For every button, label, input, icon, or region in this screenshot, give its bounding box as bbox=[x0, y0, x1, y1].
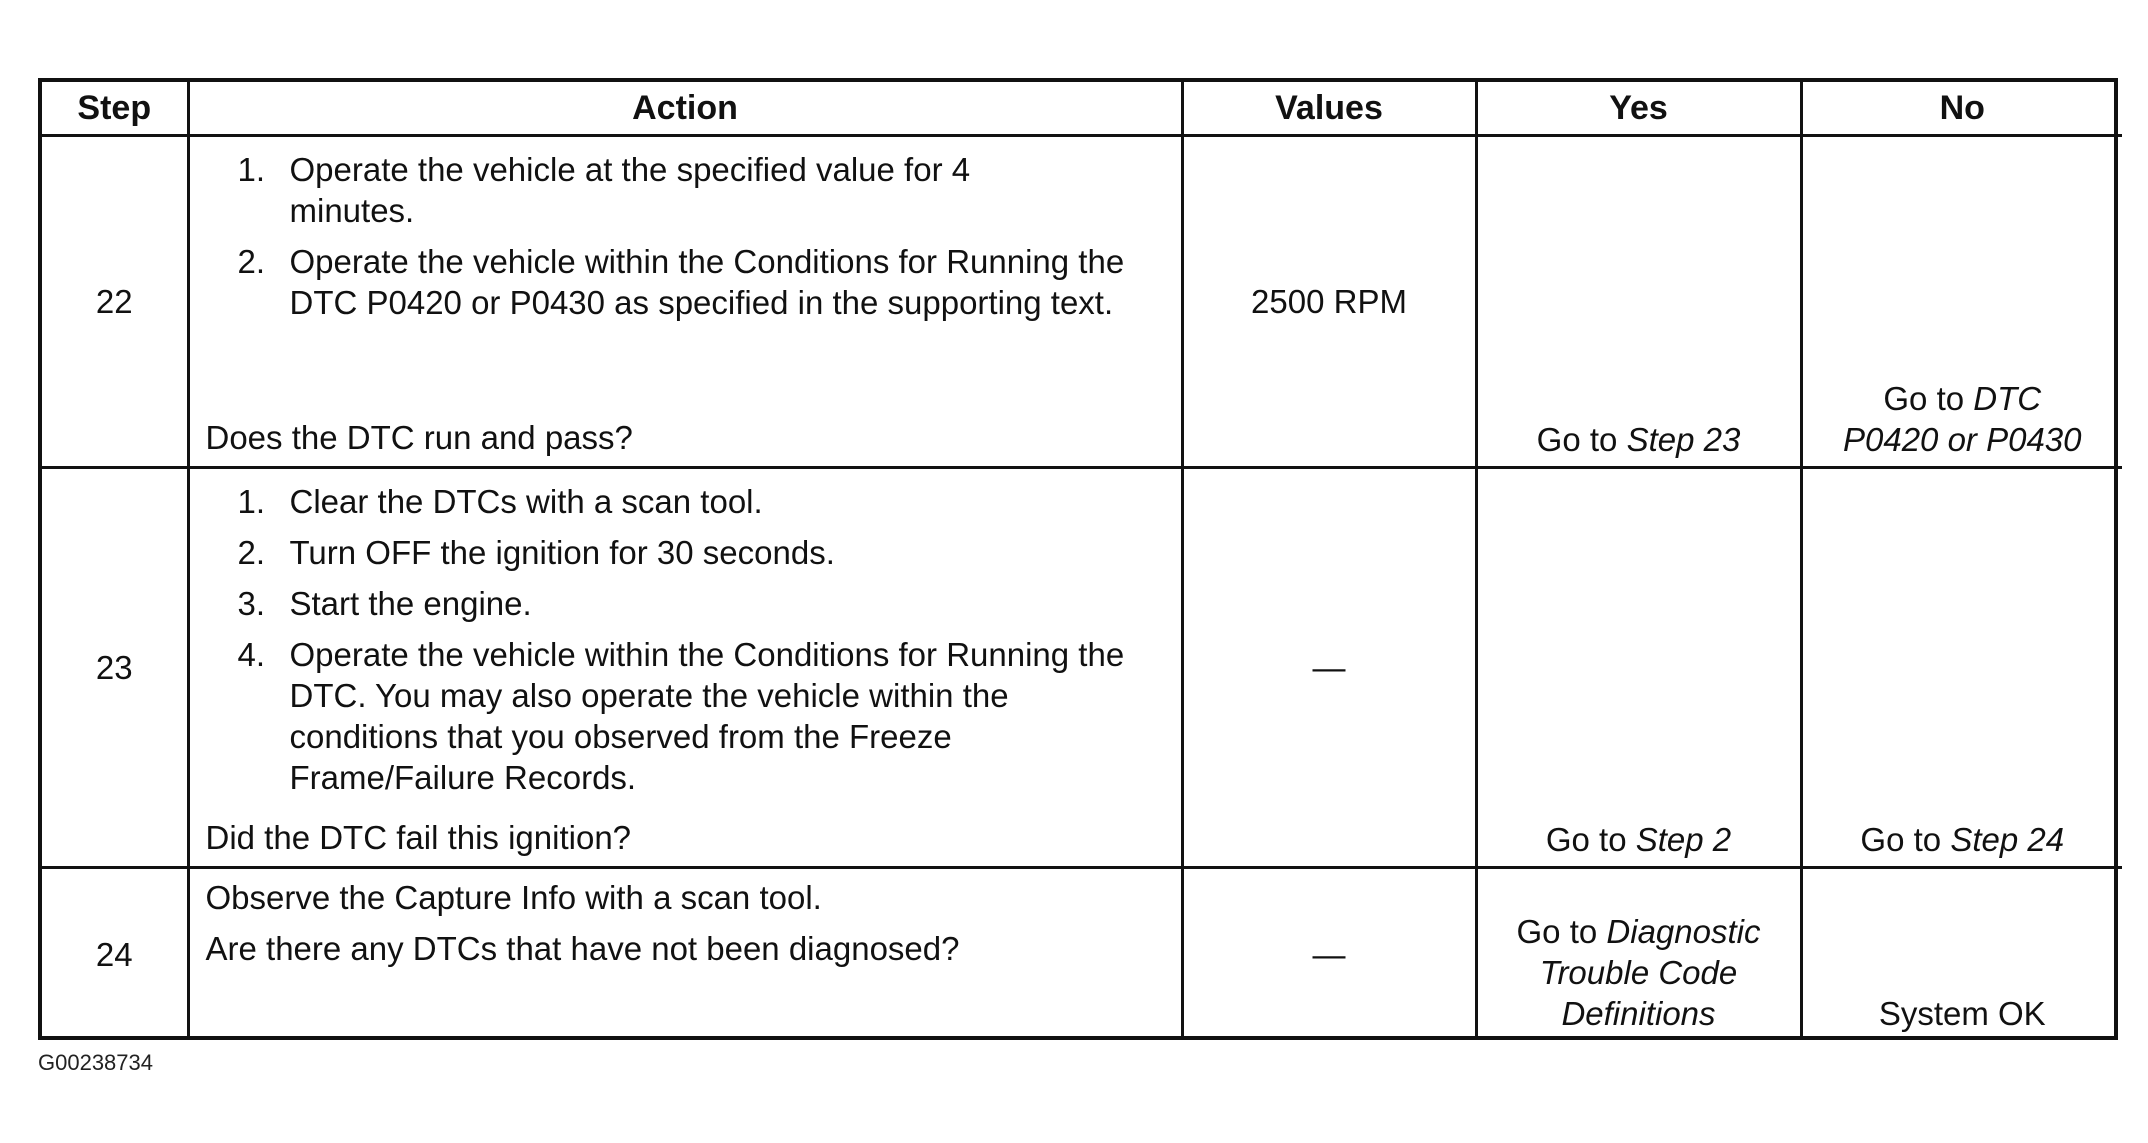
header-step: Step bbox=[42, 82, 188, 136]
action-cell bbox=[188, 868, 1182, 1040]
step-item-text: Operate the vehicle within the Conditions for Running the DTC. You may also operate the vehicle within the conditions that you observed from the Freeze Frame/Failure Records. bbox=[289, 636, 1125, 796]
figure-id: G00238734 bbox=[38, 1050, 153, 1075]
values-cell: — bbox=[1182, 868, 1476, 1040]
diagnostic-table-frame bbox=[38, 78, 2118, 1040]
yes-prefix: Go to bbox=[1516, 912, 1598, 950]
no-prefix: Go to bbox=[1883, 380, 1965, 417]
yes-prefix: Go to bbox=[1536, 421, 1618, 458]
no-cell bbox=[1801, 468, 2122, 868]
header-row bbox=[42, 82, 2122, 136]
list-item bbox=[206, 634, 1165, 798]
action-cell bbox=[188, 136, 1182, 468]
no-reference: DTC bbox=[1973, 380, 2042, 417]
list-item bbox=[206, 583, 1165, 624]
yes-cell bbox=[1476, 468, 1801, 868]
action-question: Does the DTC run and pass? bbox=[205, 419, 633, 456]
action-question: Are there any DTCs that have not been diagnosed? bbox=[205, 930, 960, 967]
no-reference: Step 24 bbox=[1950, 821, 2065, 858]
values-cell: 2500 RPM bbox=[1182, 136, 1476, 468]
step-item-text: Start the engine. bbox=[289, 585, 532, 622]
no-reference-cont: P0420 or P0430 bbox=[1842, 421, 2082, 458]
table-row bbox=[42, 136, 2122, 468]
header-yes: Yes bbox=[1476, 82, 1801, 136]
header-action: Action bbox=[188, 82, 1182, 136]
yes-reference-cont: Trouble Code bbox=[1539, 953, 1738, 991]
list-item bbox=[206, 241, 1165, 323]
step-item-text: Operate the vehicle at the specified value for 4 minutes. bbox=[289, 151, 971, 229]
values-cell: — bbox=[1182, 468, 1476, 868]
step-item-number: 2. bbox=[237, 534, 266, 571]
yes-reference-cont: Definitions bbox=[1561, 994, 1716, 1032]
step-item-number: 4. bbox=[237, 636, 266, 673]
header-values: Values bbox=[1182, 82, 1476, 136]
action-steps bbox=[206, 481, 1165, 798]
action-steps bbox=[206, 149, 1165, 323]
list-item bbox=[206, 149, 1165, 231]
action-question: Did the DTC fail this ignition? bbox=[205, 819, 632, 856]
yes-prefix: Go to bbox=[1545, 821, 1627, 858]
yes-cell bbox=[1476, 868, 1801, 1040]
action-text: Observe the Capture Info with a scan tool. bbox=[205, 879, 822, 916]
step-number: 23 bbox=[42, 468, 188, 868]
step-number: 24 bbox=[42, 868, 188, 1040]
header-no: No bbox=[1801, 82, 2122, 136]
step-item-number: 1. bbox=[237, 151, 266, 188]
no-cell bbox=[1801, 136, 2122, 468]
yes-reference: Diagnostic bbox=[1606, 912, 1761, 950]
step-item-number: 3. bbox=[237, 585, 266, 622]
step-item-text: Clear the DTCs with a scan tool. bbox=[289, 483, 763, 520]
list-item bbox=[206, 481, 1165, 522]
step-item-text: Operate the vehicle within the Conditions for Running the DTC P0420 or P0430 as specified in the supporting text. bbox=[289, 243, 1125, 321]
table-row bbox=[42, 468, 2122, 868]
yes-cell bbox=[1476, 136, 1801, 468]
no-cell: System OK bbox=[1801, 868, 2122, 1040]
step-item-number: 2. bbox=[237, 243, 266, 280]
action-cell bbox=[188, 468, 1182, 868]
step-number: 22 bbox=[42, 136, 188, 468]
step-item-number: 1. bbox=[237, 483, 266, 520]
diagnostic-table bbox=[42, 82, 2122, 1040]
table-row bbox=[42, 868, 2122, 1040]
no-prefix: Go to bbox=[1860, 821, 1942, 858]
step-item-text: Turn OFF the ignition for 30 seconds. bbox=[289, 534, 835, 571]
yes-reference: Step 23 bbox=[1626, 421, 1741, 458]
yes-reference: Step 2 bbox=[1635, 821, 1732, 858]
list-item bbox=[206, 532, 1165, 573]
